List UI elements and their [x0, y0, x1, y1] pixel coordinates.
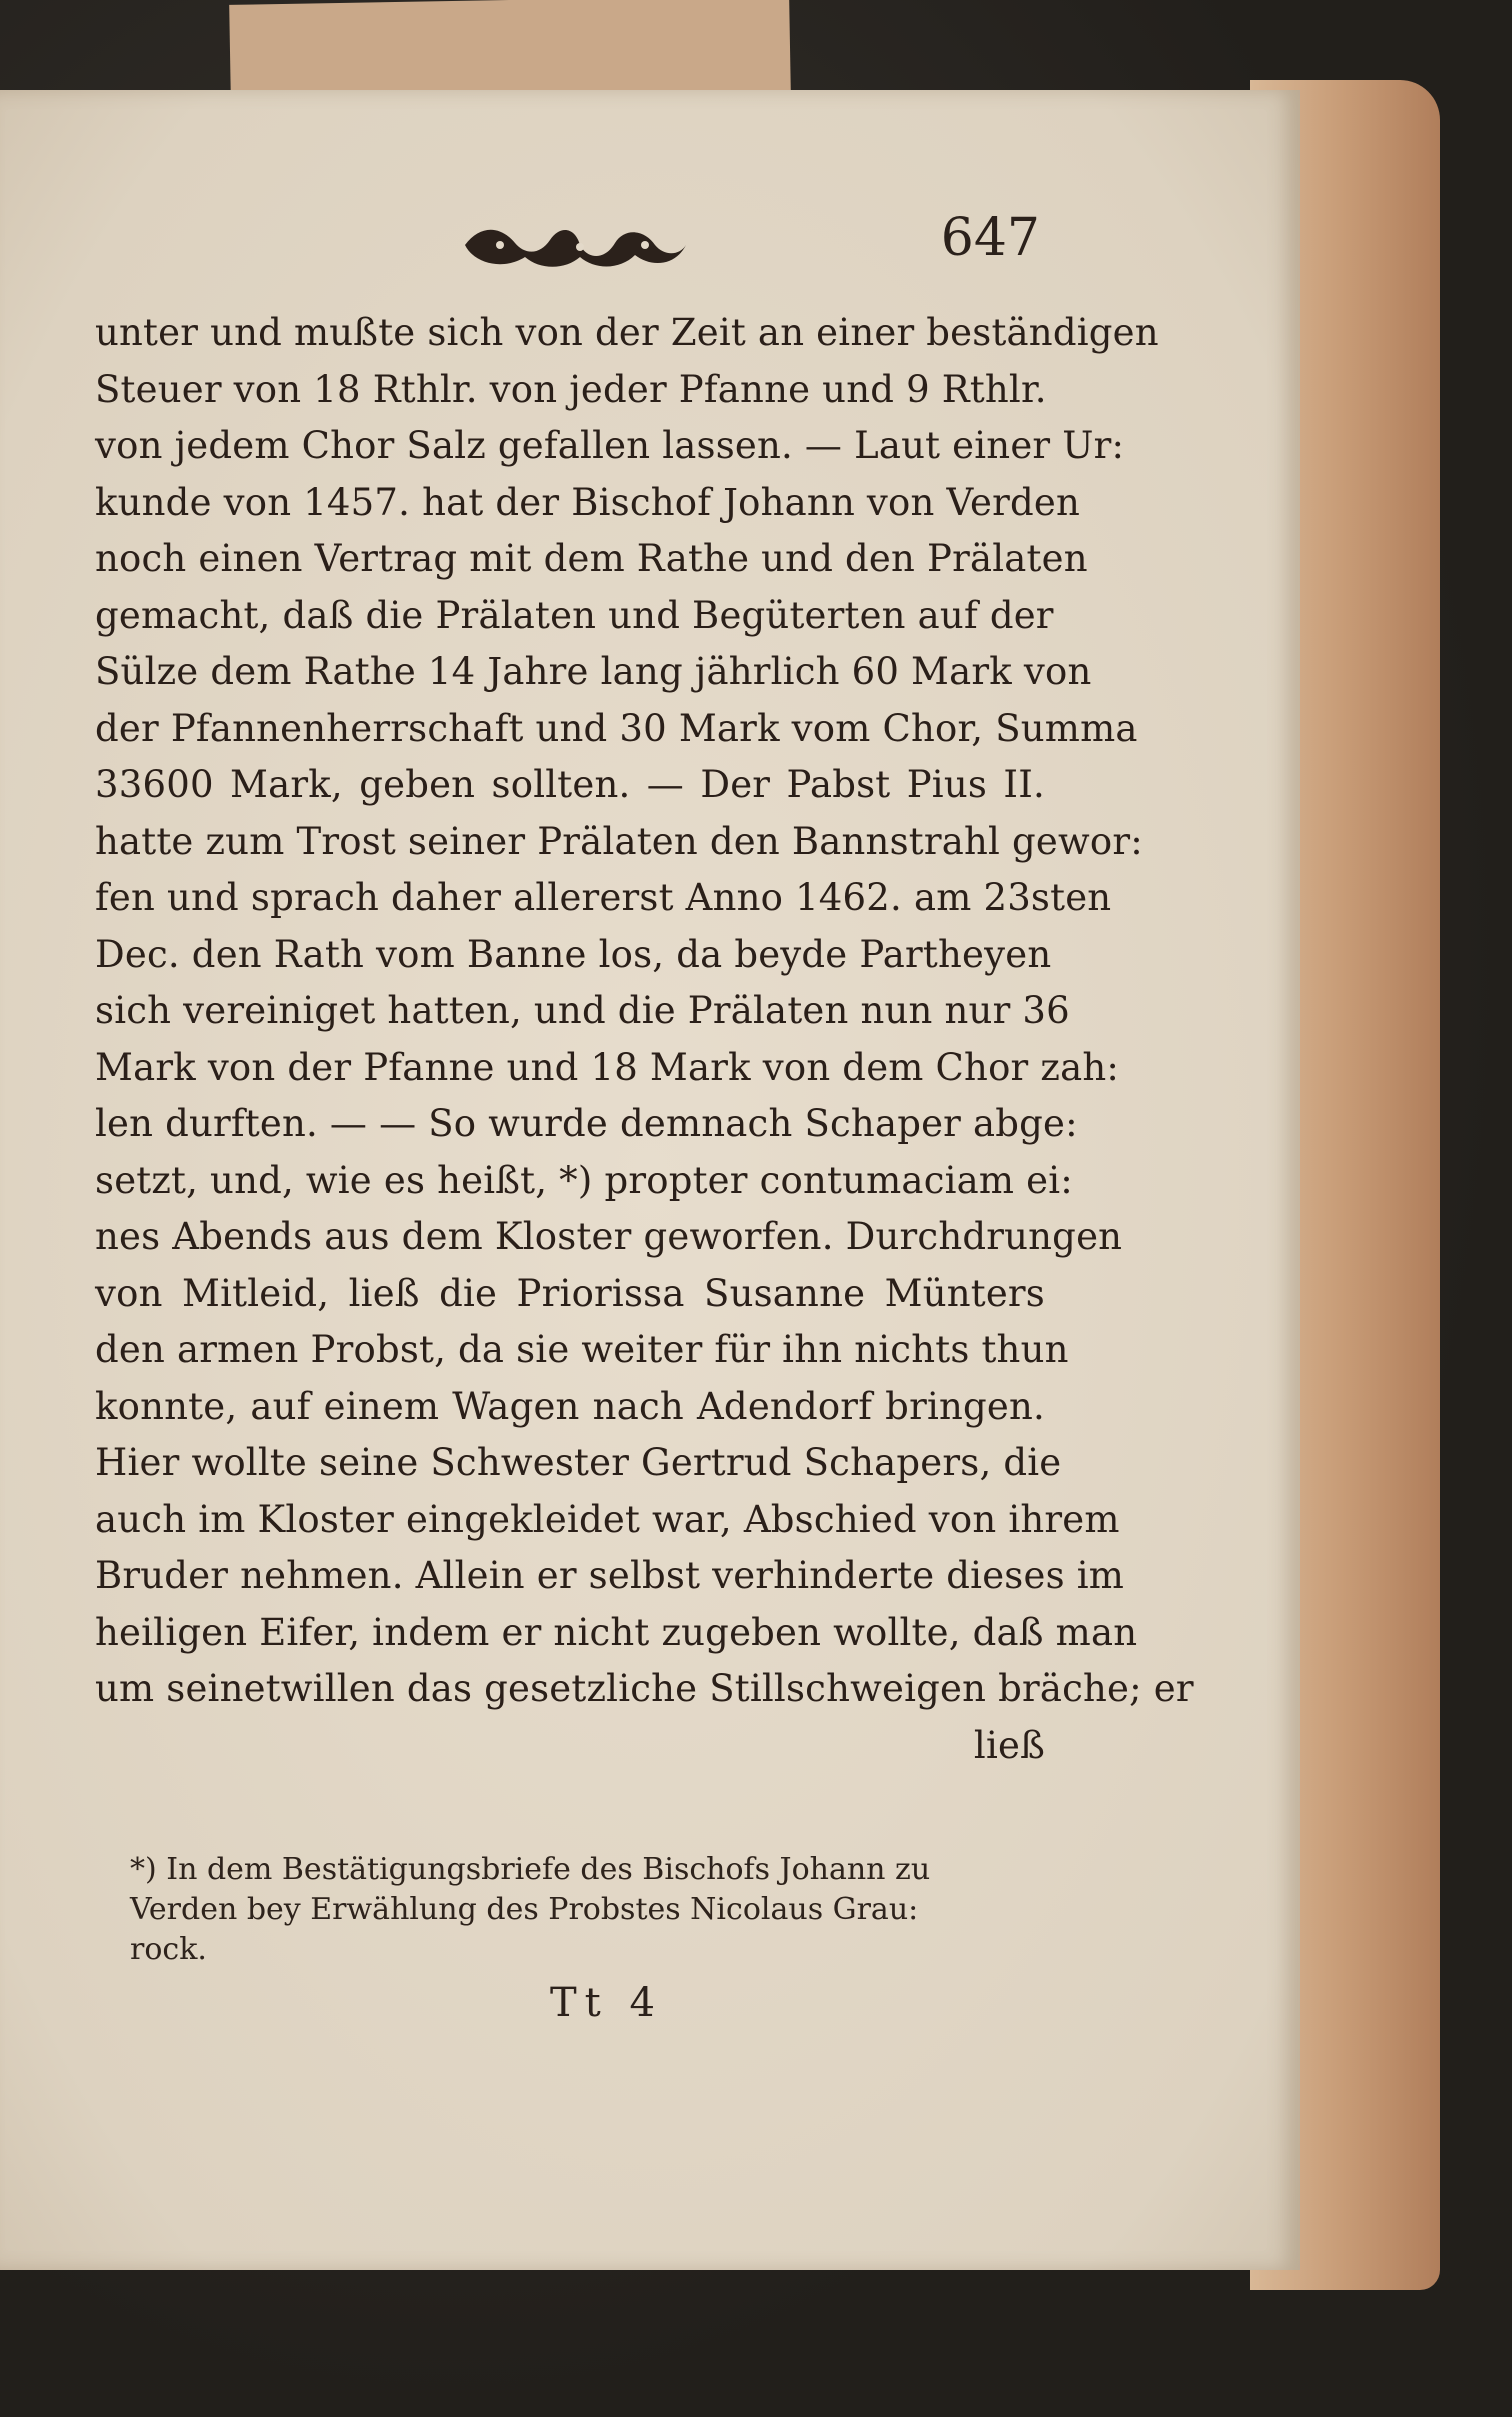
text-line: gemacht, daß die Prälaten und Begüterten auf der	[95, 593, 1054, 637]
ornament-icon	[460, 215, 690, 275]
text-line: konnte, auf einem Wagen nach Adendorf bringen.	[95, 1384, 1045, 1428]
text-line: um seinetwillen das gesetzliche Stillschweigen bräche; er	[95, 1667, 1194, 1710]
signature-mark: Tt 4	[550, 1980, 663, 2026]
text-line: der Pfannenherrschaft und 30 Mark vom Chor, Summa	[95, 706, 1138, 750]
footnote-line: Verden bey Erwählung des Probstes Nicolaus Grau:	[130, 1892, 919, 1927]
page-number: 647	[940, 208, 1040, 268]
page-header	[460, 200, 1040, 290]
footnote-line: rock.	[130, 1932, 207, 1967]
text-line: hatte zum Trost seiner Prälaten den Bannstrahl gewor:	[95, 819, 1143, 863]
text-line: 33600 Mark, geben sollten. — Der Pabst Pius II.	[95, 763, 1045, 806]
text-line: sich vereiniget hatten, und die Prälaten nun nur 36	[95, 989, 1070, 1032]
text-line: len durften. — — So wurde demnach Schaper abge:	[95, 1102, 1078, 1145]
text-line: Dec. den Rath vom Banne los, da beyde Partheyen	[95, 932, 1052, 976]
text-line: Steuer von 18 Rthlr. von jeder Pfanne und 9 Rthlr.	[95, 367, 1047, 411]
text-line: fen und sprach daher allererst Anno 1462. am 23sten	[95, 876, 1112, 919]
text-line: Bruder nehmen. Allein er selbst verhinderte dieses im	[95, 1554, 1125, 1597]
catchword: ließ	[973, 1723, 1045, 1767]
text-line: von Mitleid, ließ die Priorissa Susanne Münters	[95, 1271, 1045, 1315]
text-line: auch im Kloster eingekleidet war, Abschied von ihrem	[95, 1497, 1120, 1541]
text-line: von jedem Chor Salz gefallen lassen. — Laut einer Ur:	[95, 424, 1125, 467]
footnote-line: *) In dem Bestätigungsbriefe des Bischofs Johann zu	[130, 1852, 931, 1887]
text-line: nes Abends aus dem Kloster geworfen. Durchdrungen	[95, 1215, 1123, 1258]
text-line: Sülze dem Rathe 14 Jahre lang jährlich 60 Mark von	[95, 650, 1092, 693]
text-line: setzt, und, wie es heißt, *) propter contumaciam ei:	[95, 1158, 1073, 1202]
text-line: kunde von 1457. hat der Bischof Johann von Verden	[95, 480, 1081, 524]
text-line: noch einen Vertrag mit dem Rathe und den Prälaten	[95, 537, 1088, 580]
text-line: heiligen Eifer, indem er nicht zugeben wollte, daß man	[95, 1610, 1138, 1654]
paper-tab	[229, 0, 791, 103]
footnote	[130, 1850, 1045, 1970]
body-text	[95, 305, 1194, 1774]
text-line: unter und mußte sich von der Zeit an einer beständigen	[95, 311, 1159, 354]
text-line: Hier wollte seine Schwester Gertrud Schapers, die	[95, 1441, 1062, 1484]
text-line: Mark von der Pfanne und 18 Mark von dem Chor zah:	[95, 1045, 1120, 1089]
text-line: den armen Probst, da sie weiter für ihn nichts thun	[95, 1328, 1069, 1371]
